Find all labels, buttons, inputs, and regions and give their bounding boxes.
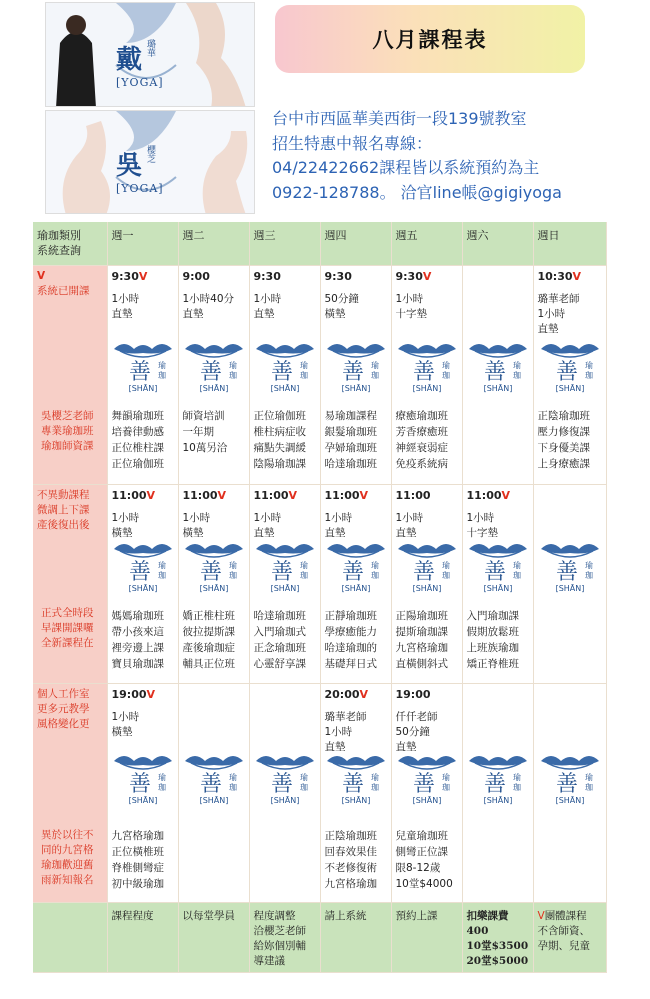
logo-char: 善 [341,771,364,797]
logo-side-1: 瑜 [584,560,593,570]
logo-latin: [SHĀN] [555,583,584,593]
logo-latin: [SHĀN] [270,795,299,805]
page-title-box [275,5,585,73]
logo-side-1: 瑜 [441,772,450,782]
logo-char: 善 [270,771,293,797]
shan-yoga-logo-icon [465,341,531,399]
logo-side-1: 瑜 [157,360,166,370]
logo-side-1: 瑜 [157,560,166,570]
class-descriptions: 嬌正椎柱班 彼拉提斯課 產後瑜珈症 輔具正位班 [182,609,235,670]
class-time: 11:00V [253,488,298,502]
logo-side-1: 瑜 [370,772,379,782]
logo-char: 善 [128,359,151,385]
class-slot[interactable] [320,683,391,902]
logo-char: 善 [270,559,293,585]
class-detail: 直墊 [111,307,133,320]
class-descriptions: 哈達瑜珈班 入門瑜珈式 正念瑜珈班 心靈舒享課 [253,609,306,670]
logo-side-2: 珈 [441,370,450,380]
teacher-name-dai: 戴 璐華 [YOGA] [116,39,164,89]
shan-yoga-logo-icon [110,541,176,599]
row-side-note: 個人工作室 更多元教學 風格變化更 異於以往不 同的九宮格 瑜珈歡迎舊 雨新知報名 [33,683,107,902]
class-slot[interactable] [178,484,249,683]
class-detail: 1小時 [111,292,140,305]
shan-yoga-logo-icon [394,341,460,399]
contact-phone: 04/22422662課程皆以系統預約為主 [272,158,540,177]
logo-side-1: 瑜 [512,560,521,570]
page-title: 八月課程表 [372,28,488,52]
logo-side-1: 瑜 [441,560,450,570]
header-day: 週四 [320,222,391,265]
logo-latin: [SHĀN] [555,383,584,393]
shan-yoga-logo-icon [537,341,603,399]
logo-latin: [SHĀN] [199,795,228,805]
logo-side-1: 瑜 [370,360,379,370]
class-slot[interactable] [462,683,533,902]
shan-yoga-logo-icon [394,541,460,599]
logo-char: 善 [341,559,364,585]
logo-side-2: 珈 [157,782,166,792]
footer-note: 以每堂學員 [178,902,249,972]
class-descriptions: 師資培訓 一年期 10萬另洽 [182,409,228,454]
class-detail: 1小時 [182,511,211,524]
logo-char: 善 [412,771,435,797]
shan-yoga-logo-icon [110,341,176,399]
table-row [33,683,606,902]
logo-char: 善 [483,359,506,385]
class-detail: 直墊 [395,526,417,539]
class-detail: 十字墊 [466,526,498,539]
logo-latin: [SHĀN] [270,383,299,393]
class-time: 9:00 [182,269,210,283]
class-detail: 橫墊 [324,307,346,320]
logo-side-2: 珈 [512,570,521,580]
teacher-name-wu: 吳 櫻芝 [YOGA] [116,145,164,195]
logo-side-2: 珈 [441,782,450,792]
teacher-photo-wu [45,110,255,214]
logo-side-1: 瑜 [228,772,237,782]
class-descriptions: 媽媽瑜珈班 帶小孩來這 裡旁邊上課 寶貝瑜珈課 [111,609,164,670]
class-slot[interactable] [320,265,391,484]
class-detail: 十字墊 [395,307,427,320]
class-detail: 1小時 [253,511,282,524]
header-day: 週一 [107,222,178,265]
table-row [33,484,606,683]
class-detail: 1小時 [324,511,353,524]
header-day: 週日 [533,222,606,265]
shan-yoga-logo-icon [110,753,176,811]
logo-side-1: 瑜 [370,560,379,570]
class-descriptions: 正陽瑜珈班 提斯瑜珈課 九宮格瑜珈 直橫側斜式 [395,609,448,670]
logo-side-2: 珈 [299,370,308,380]
logo-char: 善 [128,771,151,797]
logo-char: 善 [555,359,578,385]
class-detail: 1小時 [466,511,495,524]
logo-side-2: 珈 [228,782,237,792]
logo-side-1: 瑜 [228,560,237,570]
shan-yoga-logo-icon [181,341,247,399]
class-detail: 1小時 [324,725,353,738]
class-detail: 璐華老師 [537,292,580,305]
class-slot[interactable] [107,683,178,902]
logo-side-1: 瑜 [157,772,166,782]
class-time: 9:30V [395,269,432,283]
footer-empty [33,902,107,972]
logo-side-1: 瑜 [441,360,450,370]
schedule-table [33,222,607,973]
logo-latin: [SHĀN] [199,583,228,593]
logo-latin: [SHĀN] [341,383,370,393]
class-descriptions: 正靜瑜珈班 學療癒能力 哈達瑜珈的 基礎拜日式 [324,609,377,670]
class-detail: 1小時40分 [182,292,235,305]
header-category: 瑜珈類別 系統查詢 [33,222,107,265]
class-time: 10:30V [537,269,582,283]
class-detail: 橫墊 [182,526,204,539]
logo-char: 善 [341,359,364,385]
footer-note: 扣樂課費 400 10堂$3500 20堂$5000 [462,902,533,972]
shan-yoga-logo-icon [252,541,318,599]
class-descriptions: 舞韻瑜珈班 培養律動感 正位椎柱課 正位瑜伽班 [111,409,164,470]
class-slot[interactable] [107,265,178,484]
logo-side-2: 珈 [512,782,521,792]
logo-char: 善 [199,559,222,585]
logo-char: 善 [555,771,578,797]
class-detail: 直墊 [537,322,559,335]
shan-yoga-logo-icon [465,541,531,599]
class-time: 19:00V [111,687,156,701]
logo-side-2: 珈 [370,782,379,792]
logo-latin: [SHĀN] [199,383,228,393]
logo-side-2: 珈 [584,370,593,380]
class-slot[interactable] [391,265,462,484]
class-detail: 直墊 [395,740,417,753]
logo-latin: [SHĀN] [412,583,441,593]
class-time: 20:00V [324,687,369,701]
logo-side-2: 珈 [157,370,166,380]
logo-char: 善 [483,771,506,797]
shan-yoga-logo-icon [323,753,389,811]
logo-char: 善 [270,359,293,385]
class-slot[interactable] [462,484,533,683]
logo-char: 善 [412,359,435,385]
logo-char: 善 [128,559,151,585]
header-day: 週五 [391,222,462,265]
class-detail: 50分鐘 [395,725,430,738]
logo-side-2: 珈 [584,782,593,792]
class-slot[interactable] [391,683,462,902]
class-time: 9:30V [111,269,148,283]
class-descriptions: 正陰瑜珈班 回春效果佳 不老修復術 九宮格瑜珈 [324,829,377,890]
logo-char: 善 [483,559,506,585]
class-time: 11:00V [466,488,511,502]
class-descriptions: 入門瑜珈課 假期放鬆班 上班族瑜珈 矯正脊椎班 [466,609,519,670]
shan-yoga-logo-icon [323,541,389,599]
class-time: 11:00V [111,488,156,502]
footer-note: 預約上課 [391,902,462,972]
class-detail: 直墊 [182,307,204,320]
shan-yoga-logo-icon [181,541,247,599]
class-time: 11:00V [324,488,369,502]
logo-latin: [SHĀN] [412,383,441,393]
class-slot[interactable] [533,265,606,484]
logo-side-1: 瑜 [584,360,593,370]
class-descriptions: 兒童瑜珈班 側彎正位課 限8-12歲 10堂$4000 [395,829,453,890]
shan-yoga-logo-icon [394,753,460,811]
logo-char: 善 [199,771,222,797]
contact-address: 台中市西區華美西街一段139號教室 [272,109,527,128]
class-detail: 直墊 [253,307,275,320]
footer-note: 課程程度 [107,902,178,972]
class-slot[interactable] [249,265,320,484]
class-detail: 橫墊 [111,725,133,738]
logo-side-1: 瑜 [299,560,308,570]
logo-side-1: 瑜 [512,360,521,370]
logo-latin: [SHĀN] [270,583,299,593]
logo-latin: [SHĀN] [483,795,512,805]
class-detail: 直墊 [324,526,346,539]
logo-char: 善 [412,559,435,585]
class-descriptions: 易瑜珈課程 銀髮瑜珈班 孕婦瑜珈班 哈達瑜珈班 [324,409,377,470]
class-detail: 50分鐘 [324,292,359,305]
class-descriptions: 正陰瑜珈班 壓力修復課 下身優美課 上身療癒課 [537,409,590,470]
logo-side-1: 瑜 [299,772,308,782]
teacher-photo-dai [45,2,255,107]
class-slot[interactable] [391,484,462,683]
logo-char: 善 [199,359,222,385]
class-detail: 直墊 [324,740,346,753]
shan-yoga-logo-icon [252,341,318,399]
contact-info [272,107,562,205]
row-side-note: 不異動課程 微調上下課 產後復出後 正式全時段 早課開課囉 全新課程在 [33,484,107,683]
class-slot[interactable] [178,265,249,484]
shan-yoga-logo-icon [252,753,318,811]
logo-char: 善 [555,559,578,585]
class-descriptions: 九宮格瑜珈 正位橫椎班 脊椎側彎症 初中級瑜珈 [111,829,164,890]
logo-latin: [SHĀN] [341,583,370,593]
class-slot[interactable] [249,484,320,683]
table-footer-row [33,902,606,972]
logo-side-1: 瑜 [512,772,521,782]
logo-side-2: 珈 [299,570,308,580]
footer-note: 程度調整 洽櫻芝老師 給妳個別輔 導建議 [249,902,320,972]
class-detail: 1小時 [537,307,566,320]
logo-side-2: 珈 [228,570,237,580]
contact-mobile-line: 0922-128788。 洽官line帳@gigiyoga [272,182,562,202]
logo-side-2: 珈 [157,570,166,580]
logo-side-1: 瑜 [228,360,237,370]
logo-latin: [SHĀN] [412,795,441,805]
footer-note: V團體課程 不含師資、 孕期、兒童 [533,902,606,972]
class-time: 19:00 [395,687,431,701]
header-day: 週二 [178,222,249,265]
logo-latin: [SHĀN] [483,383,512,393]
logo-latin: [SHĀN] [128,583,157,593]
class-descriptions: 療癒瑜珈班 芳香療癒班 神經衰弱症 免疫系統病 [395,409,448,470]
logo-latin: [SHĀN] [555,795,584,805]
class-time: 9:30 [324,269,352,283]
logo-side-2: 珈 [299,782,308,792]
logo-side-2: 珈 [370,570,379,580]
table-header-row [33,222,606,265]
class-detail: 直墊 [253,526,275,539]
class-detail: 1小時 [395,292,424,305]
contact-hotline-label: 招生特惠中報名專線： [272,133,433,153]
class-slot[interactable] [533,683,606,902]
class-slot[interactable] [249,683,320,902]
class-slot[interactable] [320,484,391,683]
logo-side-2: 珈 [584,570,593,580]
logo-side-1: 瑜 [584,772,593,782]
class-time: 11:00V [182,488,227,502]
logo-latin: [SHĀN] [483,583,512,593]
class-descriptions: 正位瑜伽班 椎柱病症收 痛點失調緩 陰陽瑜珈課 [253,409,306,470]
shan-yoga-logo-icon [181,753,247,811]
class-slot[interactable] [107,484,178,683]
header-day: 週三 [249,222,320,265]
logo-latin: [SHĀN] [128,795,157,805]
logo-side-2: 珈 [370,370,379,380]
class-detail: 璐華老師 [324,710,367,723]
shan-yoga-logo-icon [537,753,603,811]
class-detail: 1小時 [253,292,282,305]
table-row [33,265,606,484]
class-detail: 1小時 [111,710,140,723]
shan-yoga-logo-icon [537,541,603,599]
class-slot[interactable] [462,265,533,484]
logo-latin: [SHĀN] [341,795,370,805]
logo-side-2: 珈 [512,370,521,380]
logo-side-2: 珈 [441,570,450,580]
class-detail: 橫墊 [111,526,133,539]
class-detail: 1小時 [111,511,140,524]
class-time: 9:30 [253,269,281,283]
shan-yoga-logo-icon [465,753,531,811]
logo-side-2: 珈 [228,370,237,380]
logo-side-1: 瑜 [299,360,308,370]
header-day: 週六 [462,222,533,265]
logo-latin: [SHĀN] [128,383,157,393]
shan-yoga-logo-icon [323,341,389,399]
row-side-note: V 系統已開課 吳櫻芝老師 專業瑜珈班 瑜珈師資課 [33,265,107,484]
class-slot[interactable] [533,484,606,683]
class-detail: 1小時 [395,511,424,524]
class-time: 11:00 [395,488,431,502]
class-detail: 仟仟老師 [395,710,438,723]
footer-note: 請上系統 [320,902,391,972]
class-slot[interactable] [178,683,249,902]
